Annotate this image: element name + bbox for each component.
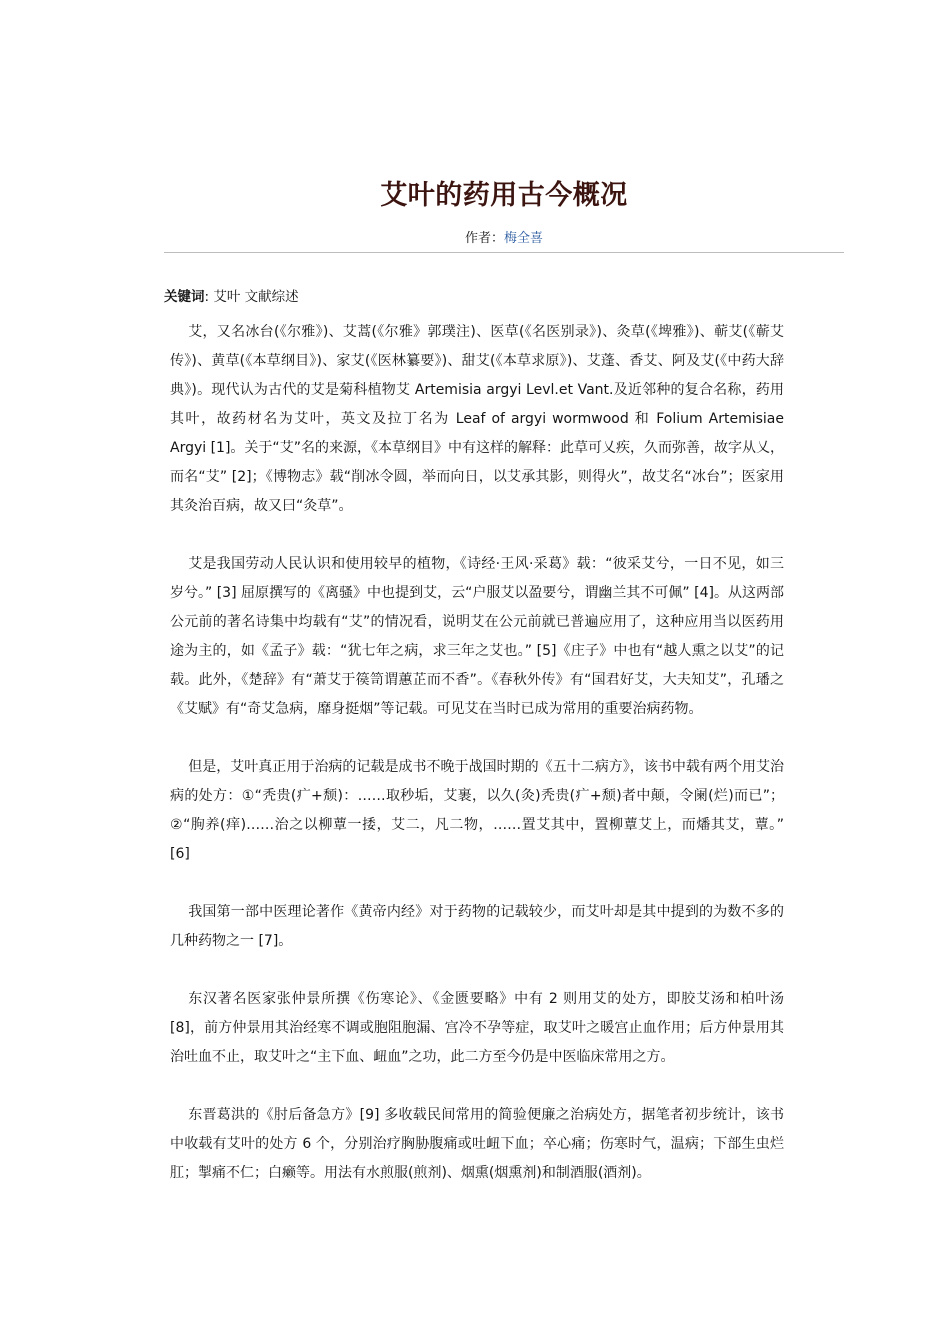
keywords-label: 关键词 xyxy=(164,289,205,305)
keywords-line xyxy=(164,287,844,307)
paragraph-early-history: 艾是我国劳动人民认识和使用较早的植物，《诗经·王风·采葛》载：“彼采艾兮，一日不见，如三岁兮。” [3] 屈原撰写的《离骚》中也提到艾，云“户服艾以盈要兮，谓幽兰其不可佩” [4]。从这两部公元前的著名诗集中均载有“艾”的情况看，说明艾在公元前就已普遍应用了，这种应用当以医药用途为主的，如《孟子》载：“犹七年之病，求三年之艾也。” [5]《庄子》中也有“越人熏之以艾”的记载。此外，《楚辞》有“萧艾于篌笥谓蕙芷而不香”。《春秋外传》有“国君好艾，大夫知艾”，孔璠之《艾赋》有“奇艾急病，靡身挺烟”等记载。可见艾在当时已成为常用的重要治病药物。 xyxy=(170,556,784,717)
paragraph-huangdi-neijing: 我国第一部中医理论著作《黄帝内经》对于药物的记载较少，而艾叶却是其中提到的为数不多的几种药物之一 [7]。 xyxy=(170,904,784,949)
article-body xyxy=(170,318,784,1217)
author-link[interactable]: 梅全喜 xyxy=(504,231,544,246)
page-title: 艾叶的药用古今概况 xyxy=(380,180,628,211)
byline-label: 作者： xyxy=(464,231,504,246)
paragraph-zhang-zhongjing: 东汉著名医家张仲景所撰《伤寒论》、《金匮要略》中有 2 则用艾的处方，即胶艾汤和柏叶汤 [8]，前方仲景用其治经寒不调或胞阻胞漏、宫冷不孕等症，取艾叶之暖宫止血作用；后方仲景用其治吐血不止，取艾叶之“主下血、衄血”之功，此二方至今仍是中医临床常用之方。 xyxy=(170,991,784,1065)
byline xyxy=(164,230,844,248)
paragraph-ge-hong: 东晋葛洪的《肘后备急方》[9] 多收载民间常用的简验便廉之治病处方，据笔者初步统计，该书中收载有艾叶的处方 6 个，分别治疗胸胁腹痛或吐衄下血；卒心痛；伤寒时气，温病；下部生虫烂肛；掣痛不仁；白癞等。用法有水煎服(煎剂)、烟熏(烟熏剂)和制酒服(酒剂)。 xyxy=(170,1107,784,1181)
paragraph-wushier-bingfang: 但是，艾叶真正用于治病的记载是成书不晚于战国时期的《五十二病方》，该书中载有两个用艾治病的处方：①“秃贵(疒+颓)：……取秒垢，艾裹，以久(灸)秃贵(疒+颓)者中颠，令阑(烂)而已”；②“朐养(痒)……治之以柳蕈一捼，艾二，凡二物，……置艾其中，置柳蕈艾上，而燔其艾，蕈。” [6] xyxy=(170,759,784,862)
paragraph-names: 艾，又名冰台(《尔雅》)、艾蒿(《尔雅》郭璞注)、医草(《名医别录》)、灸草(《埤雅》)、蕲艾(《蕲艾传》)、黄草(《本草纲目》)、家艾(《医林纂要》)、甜艾(《本草求原》)、艾蓬、香艾、阿及艾(《中药大辞典》)。现代认为古代的艾是菊科植物艾 Artemisia argyi Levl.et Vant.及近邻种的复合名称，药用其叶，故药材名为艾叶，英文及拉丁名为 Leaf of argyi wormwood 和 Folium Artemisiae Argyi [1]。关于“艾”名的来源，《本草纲目》中有这样的解释：此草可乂疾，久而弥善，故字从乂，而名“艾” [2]；《博物志》载“削冰令圆，举而向日，以艾承其影，则得火”，故艾名“冰台”；医家用其灸治百病，故又曰“灸草”。 xyxy=(170,324,784,514)
keywords-value: 艾叶 文献综述 xyxy=(213,289,299,305)
header-divider xyxy=(164,252,844,253)
keywords-separator: : xyxy=(204,289,210,305)
